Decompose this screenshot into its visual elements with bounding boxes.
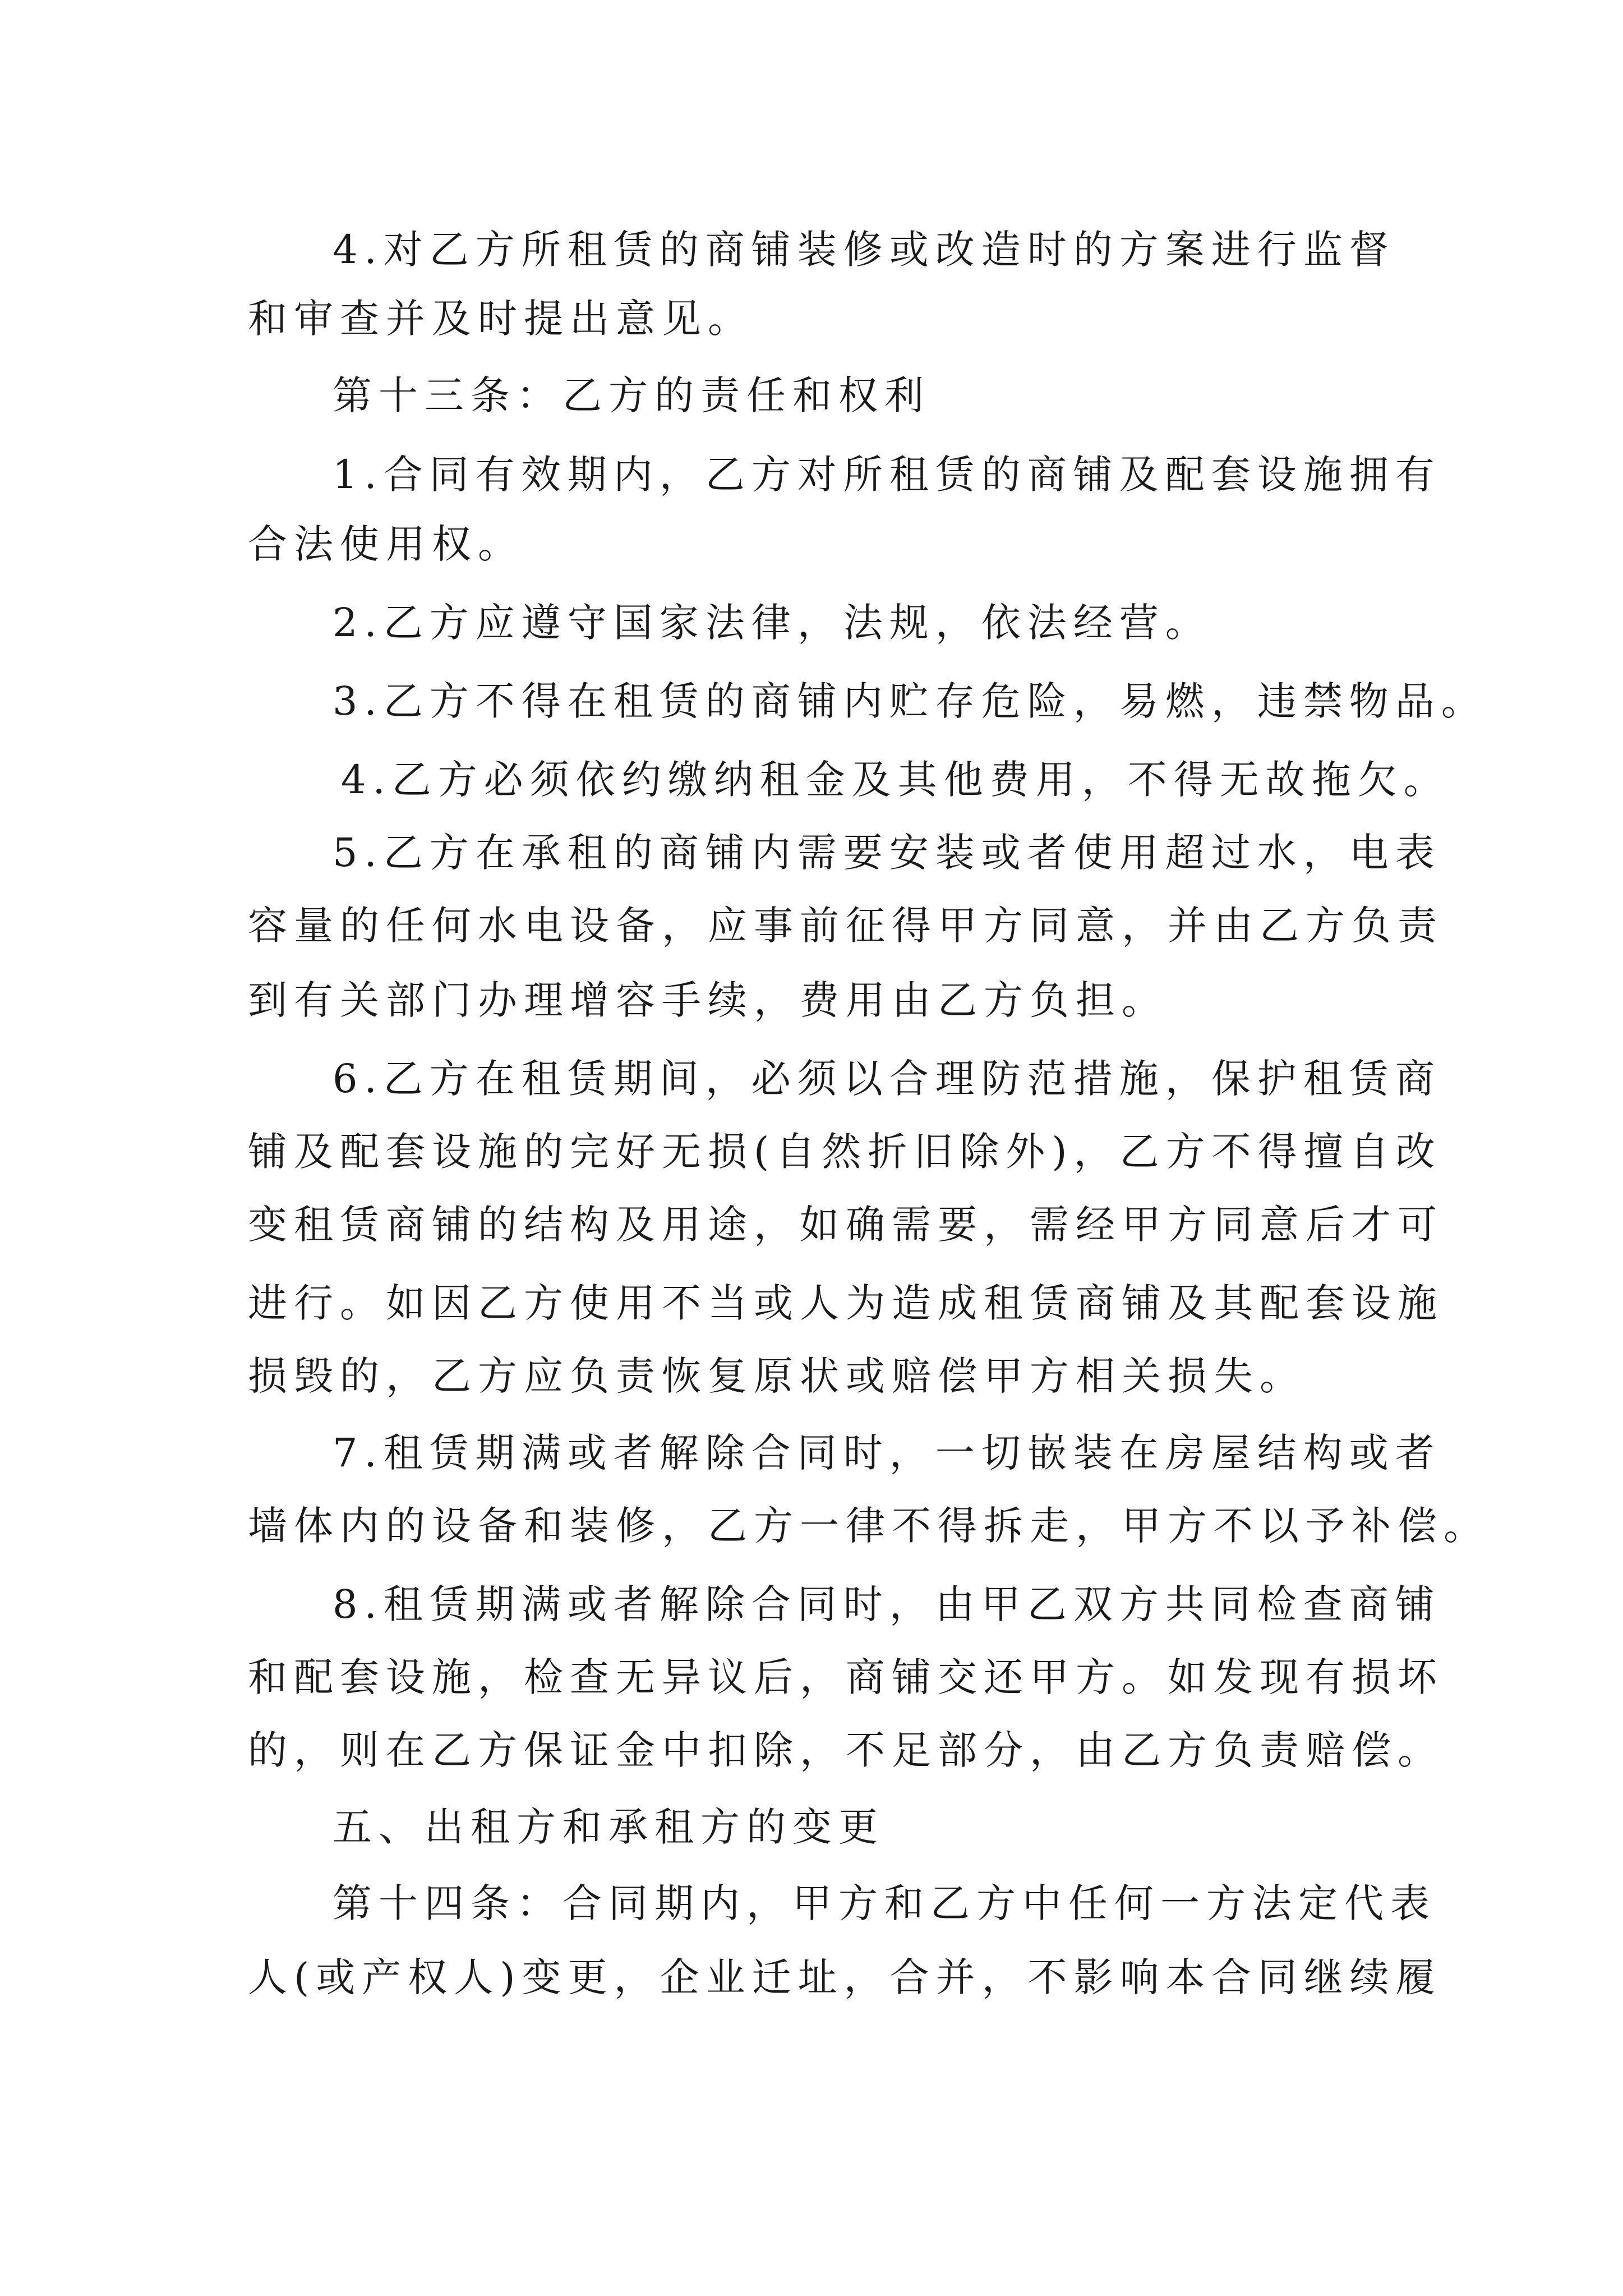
text-line: 5.乙方在承租的商铺内需要安装或者使用超过水，电表 — [333, 830, 1441, 876]
text-line: 1.合同有效期内，乙方对所租赁的商铺及配套设施拥有 — [333, 452, 1441, 498]
text-line: 3.乙方不得在租赁的商铺内贮存危险，易燃，违禁物品。 — [333, 678, 1487, 724]
text-line: 人(或产权人)变更，企业迁址，合并，不影响本合同继续履 — [248, 1954, 1442, 2000]
text-line: 墙体内的设备和装修，乙方一律不得拆走，甲方不以予补偿。 — [248, 1503, 1490, 1549]
text-line: 2.乙方应遵守国家法律，法规，依法经营。 — [333, 600, 1211, 646]
text-line: 和审查并及时提出意见。 — [248, 296, 754, 342]
text-line: 4.对乙方所租赁的商铺装修或改造时的方案进行监督 — [333, 227, 1395, 273]
text-line: 8.租赁期满或者解除合同时，由甲乙双方共同检查商铺 — [333, 1581, 1441, 1627]
text-line: 损毁的，乙方应负责恢复原状或赔偿甲方相关损失。 — [248, 1353, 1306, 1399]
text-line: 铺及配套设施的完好无损(自然折旧除外)，乙方不得擅自改 — [248, 1129, 1442, 1175]
text-line: 6.乙方在租赁期间，必须以合理防范措施，保护租赁商 — [333, 1056, 1441, 1102]
text-line: 到有关部门办理增容手续，费用由乙方负担。 — [248, 977, 1168, 1023]
text-line: 和配套设施，检查无异议后，商铺交还甲方。如发现有损坏 — [248, 1654, 1444, 1700]
section-heading: 第十三条：乙方的责任和权利 — [333, 372, 930, 418]
text-line: 合法使用权。 — [248, 521, 524, 567]
text-line: 的，则在乙方保证金中扣除，不足部分，由乙方负责赔偿。 — [248, 1727, 1444, 1773]
text-line: 容量的任何水电设备，应事前征得甲方同意，并由乙方负责 — [248, 903, 1444, 949]
section-heading: 五、出租方和承租方的变更 — [333, 1804, 884, 1850]
text-line: 4.乙方必须依约缴纳租金及其他费用，不得无故拖欠。 — [341, 757, 1450, 803]
text-line: 变租赁商铺的结构及用途，如确需要，需经甲方同意后才可 — [248, 1202, 1444, 1248]
text-line: 7.租赁期满或者解除合同时，一切嵌装在房屋结构或者 — [333, 1430, 1441, 1476]
text-line: 进行。如因乙方使用不当或人为造成租赁商铺及其配套设施 — [248, 1280, 1444, 1326]
text-line: 第十四条：合同期内，甲方和乙方中任何一方法定代表 — [333, 1880, 1436, 1926]
